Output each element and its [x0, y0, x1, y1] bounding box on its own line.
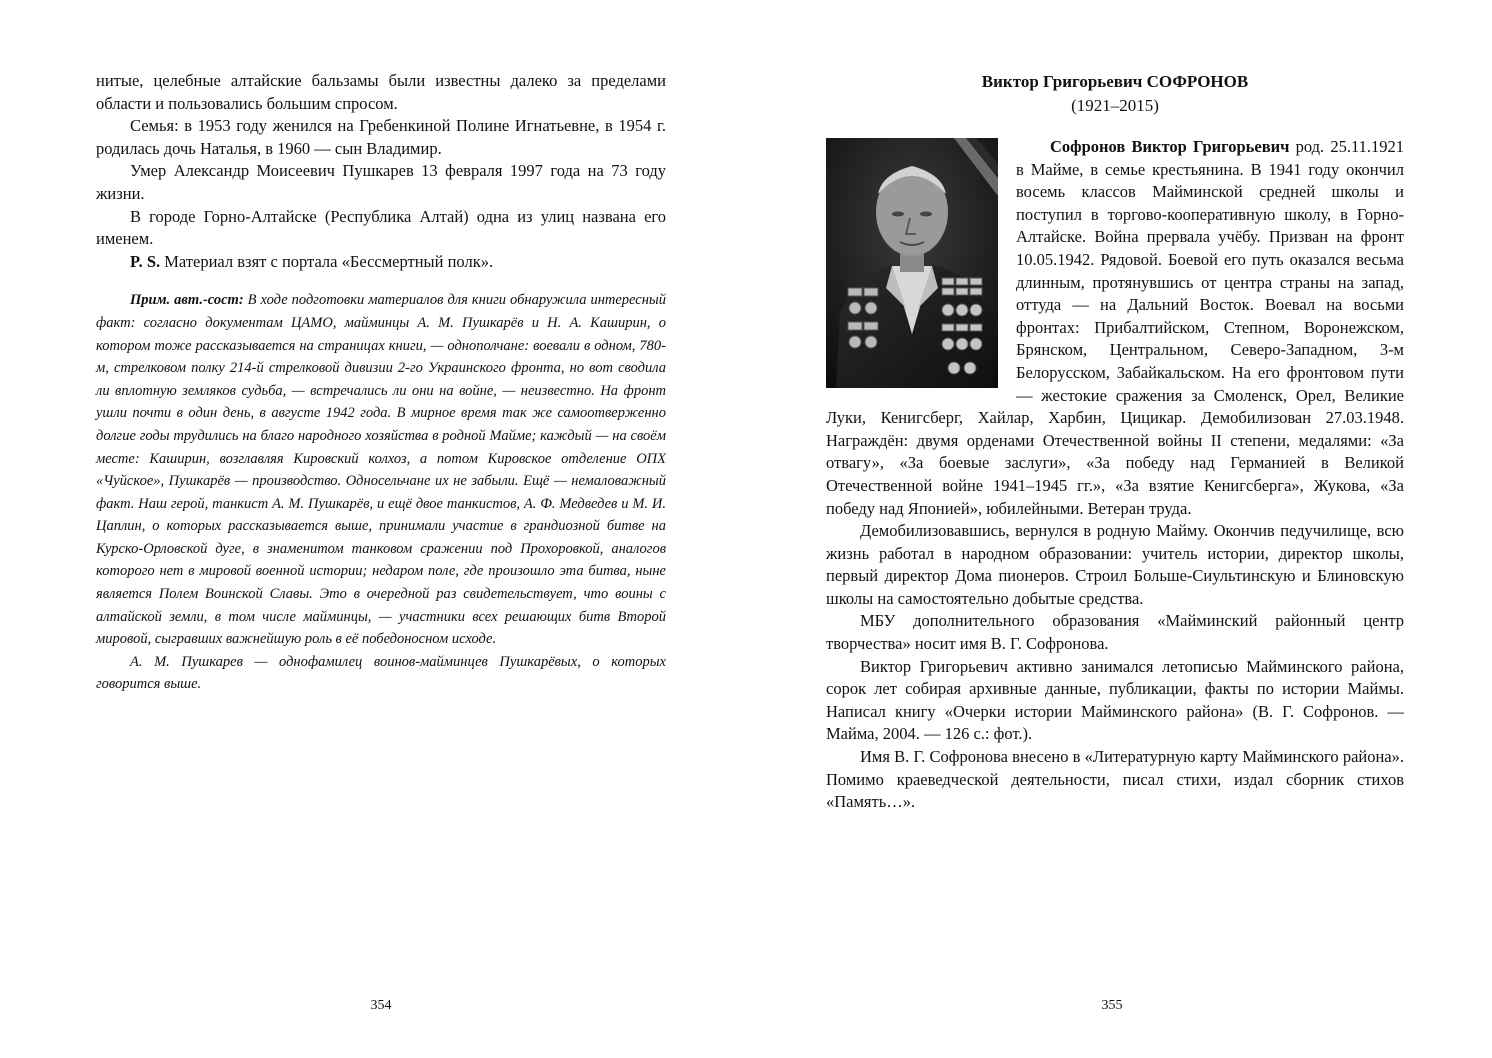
- right-paragraph-4: Имя В. Г. Софронова внесено в «Литературную карту Майминского района». Помимо краеведческой деятельности, писал стихи, издал сборник стихов «Память…».: [826, 747, 1404, 812]
- page-number-left: 354: [370, 998, 392, 1013]
- right-paragraph-1: Демобилизовавшись, вернулся в родную Майму. Окончив педучилище, всю жизнь работал в народном образовании: учитель истории, директор школы, первый директор Дома пионеров. Строил Больше-Сиультинскую и Блиновскую школы на самостоятельно добытые средства.: [826, 521, 1404, 608]
- biography-dates: (1921–2015): [1071, 96, 1159, 115]
- author-note-text: В ходе подготовки материалов для книги обнаружила интересный факт: согласно документам ЦАМО, майминцы А. М. Пушкарёв и Н. А. Каширин, о котором тоже рассказывается на страницах книги, — однополчане: воевали в одном, 780-м, стрелковом полку 214-й стрелковой дивизии 2-го Украинского фронта, но вот сводила ли вплотную земляков судьба, — встречались ли они на войне, — неизвестно. На фронт ушли почти в один день, в августе 1942 года. В мирное время так же самоотверженно долгие годы трудились на благо народного хозяйства в родной Майме; каждый — на своём месте: Каширин, возглавляя Кировский колхоз, а потом Кировское отделение ОПХ «Чуйское», Пушкарёв — производство. Односельчане их не забыли. Ещё — немаловажный факт. Наш герой, танкист А. М. Пушкарёв, и ещё двое танкистов, А. Ф. Медведев и М. И. Цаплин, о которых рассказывается выше, принимали участие в грандиозной битве на Курско-Орловской дуге, в знаменитом танковом сражении под Прохоровкой, аналогов которого нет в мировой военной истории; недаром поле, где произошло эта битва, ныне является Полем Воинской Славы. Это в очередной раз свидетельствует, что воины с алтайской земли, в том числе майминцы, — участники всех решающих битв Второй мировой, сыгравших важнейшую роль в её победоносном исходе.: [96, 292, 667, 648]
- right-page-column: [826, 70, 1404, 814]
- biography-title: Виктор Григорьевич СОФРОНОВ: [981, 72, 1249, 91]
- author-note-label: Прим. авт.-сост:: [130, 292, 244, 309]
- ps-paragraph: [96, 251, 666, 274]
- right-page: [746, 0, 1492, 1058]
- biography-lead-text: род. 25.11.1921 в Майме, в семье крестьянина. В 1941 году окончил восемь классов Майминской средней школы и поступил в торгово-кооперативную школу, в Горно-Алтайске. Война прервала учёбу. Призван на фронт 10.05.1942. Рядовой. Боевой его путь оказался весьма длинным, протянувшись от центра страны на запад, оттуда — на Дальний Восток. Воевал на восьми фронтах: Прибалтийском, Степном, Воронежском, Брянском, Центральном, Северо-Западном, 3-м Белорусском, Забайкальском. На его фронтовом пути — жестокие сражения за Смоленск, Орел, Великие Луки, Кенигсберг, Хайлар, Харбин, Цицикар. Демобилизован 27.03.1948. Награждён: двумя орденами Отечественной войны II степени, медалями: «За отвагу», «За боевые заслуги», «За победу над Германией в Великой Отечественной войне 1941–1945 гг.», «За взятие Кенигсберга», Жукова, «За победу над Японией», юбилейными. Ветеран труда.: [826, 137, 1404, 518]
- left-paragraph-3: Умер Александр Моисеевич Пушкарев 13 февраля 1997 года на 73 году жизни.: [96, 161, 666, 203]
- biography-lead-name: Софронов Виктор Григорьевич: [1050, 137, 1290, 156]
- left-page-column: [96, 70, 666, 696]
- author-note: [96, 289, 666, 651]
- left-paragraph-1: нитые, целебные алтайские бальзамы были известны далеко за пределами области и пользовались большим спросом.: [96, 71, 666, 113]
- left-paragraph-4: В городе Горно-Алтайске (Республика Алтай) одна из улиц названа его именем.: [96, 206, 666, 249]
- right-paragraph-3: Виктор Григорьевич активно занимался летописью Майминского района, сорок лет собирая архивные данные, публикации, факты по истории Маймы. Написал книгу «Очерки истории Майминского района» (В. Г. Софронов. — Майма, 2004. — 126 с.: фот.).: [826, 656, 1404, 744]
- portrait-photo: [826, 138, 998, 388]
- portrait-photo-icon: [826, 138, 998, 388]
- author-note-2: А. М. Пушкарев — однофамилец воинов-майминцев Пушкарёвых, о которых говорится выше.: [96, 653, 666, 693]
- ps-text: Материал взят с портала «Бессмертный полк».: [160, 251, 494, 271]
- left-paragraph-2: Семья: в 1953 году женился на Гребенкиной Полине Игнатьевне, в 1954 г. родилась дочь Наталья, в 1960 — сын Владимир.: [96, 116, 666, 158]
- page-number-right: 355: [1101, 998, 1123, 1013]
- ps-label: P. S.: [130, 251, 161, 271]
- right-paragraph-2: МБУ дополнительного образования «Майминский районный центр творчества» носит имя В. Г. Софронова.: [826, 611, 1404, 654]
